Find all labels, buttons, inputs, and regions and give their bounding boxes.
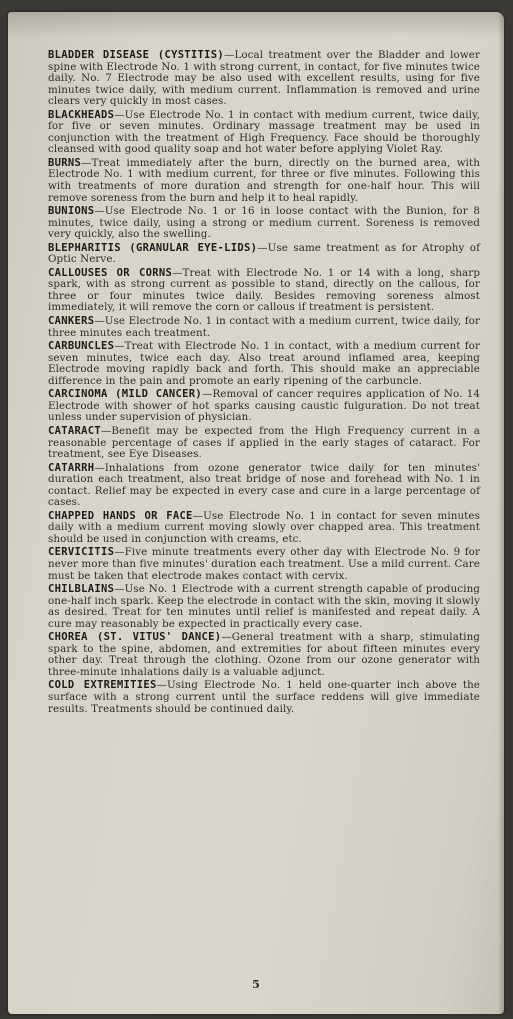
page-edge-shadow: [498, 12, 504, 1014]
entry-text: —Removal of cancer requires application of No. 14 Electrode with shower of hot sparks causing caustic fulguration. Do not treat unless under supervision of physician.: [48, 388, 480, 424]
entry-heading: CHOREA (ST. VITUS' DANCE): [48, 631, 222, 644]
entry-cataract: [48, 426, 480, 461]
page-number: 5: [252, 978, 260, 991]
entry-text: —Inhalations from ozone generator twice daily for ten minutes' duration each treatment, also treat bridge of nose and forehead with No. 1 in contact. Relief may be expected in every case and cure in a large percentage of cases.: [48, 461, 480, 509]
entry-heading: BURNS: [48, 156, 82, 169]
entry-text: —Five minute treatments every other day with Electrode No. 9 for never more than five minutes' duration each treatment. Use a mild current. Care must be taken that electrode makes contact with cervix.: [48, 546, 480, 582]
entry-text: —Local treatment over the Bladder and lower spine with Electrode No. 1 with strong current, in contact, for five minutes twice daily. No. 7 Electrode may be also used with excellent results, using for five minutes twice daily, with medium current. Inflammation is removed and urine clears very quickly in most cases.: [48, 49, 480, 108]
entry-chapped-hands: [48, 511, 480, 546]
entry-text: —Treat with Electrode No. 1 in contact, with a medium current for seven minutes, twice each day. Also treat around inflamed area, keeping Electrode moving rapidly back and forth. This should make an appreciable difference in the pain and promote an early ripening of the carbuncle.: [48, 340, 480, 387]
entry-cankers: [48, 316, 480, 339]
entry-heading: CERVICITIS: [48, 546, 115, 559]
entry-heading: BLACKHEADS: [48, 108, 115, 121]
entry-text: —Use Electrode No. 1 in contact for seven minutes daily with a medium current moving slowly over chapped area. This treatment should be used in conjunction with creams, etc.: [48, 509, 480, 545]
entry-text: —Benefit may be expected from the High Frequency current in a reasonable percentage of cases if applied in the early stages of cataract. For treatment, see Eye Diseases.: [48, 424, 480, 461]
entry-blackheads: [48, 110, 480, 156]
entry-text: —Using Electrode No. 1 held one-quarter inch above the surface with a strong current until the surface reddens will give immediate results. Treatments should be continued daily.: [48, 679, 480, 715]
entry-heading: BUNIONS: [48, 205, 95, 218]
entry-cervicitis: [48, 547, 480, 582]
entry-text: —Treat with Electrode No. 1 or 14 with a long, sharp spark, with as strong current as possible to stand, directly on the callous, for three or four minutes twice daily. Besides removing soreness almost immediately, it will remove the corn or callous if treatment is persistent.: [48, 266, 481, 314]
entry-text: —Treat immediately after the burn, directly on the burned area, with Electrode No. 1 with medium current, for three or five minutes. Following this with treatments of more duration and strength for one-half hour. This will remove soreness from the burn and help it to heal rapidly.: [48, 156, 480, 204]
entry-callouses-or-corns: [48, 268, 480, 314]
entry-bunions: [48, 206, 480, 241]
entry-text: —Use Electrode No. 1 in contact with medium current, twice daily, for five or seven minutes. Ordinary massage treatment may be used in conjunction with the treatment of High Frequency. Face should be thoroughly cleansed with good quality soap and hot water before applying Violet Ray.: [48, 108, 480, 156]
entry-heading: CHAPPED HANDS OR FACE: [48, 509, 193, 522]
entry-carcinoma: [48, 389, 480, 424]
entry-text: —Use Electrode No. 1 in contact with a medium current, twice daily, for three minutes each treatment.: [48, 315, 480, 339]
entry-bladder-disease: [48, 50, 480, 108]
entry-catarrh: [48, 463, 480, 509]
entry-heading: COLD EXTREMITIES: [48, 679, 157, 692]
entry-text: —Use same treatment as for Atrophy of Optic Nerve.: [48, 241, 480, 266]
entry-heading: BLEPHARITIS (GRANULAR EYE-LIDS): [48, 241, 258, 254]
entry-blepharitis: [48, 243, 480, 266]
entry-heading: CARCINOMA (MILD CANCER): [48, 388, 203, 401]
entry-text: —Use No. 1 Electrode with a current strength capable of producing one-half inch spark. Keep the electrode in contact with the skin, moving it slowly as desired. Treat for ten minutes until relief is manifested and repeat daily. A cure may reasonably be expected in practically every case.: [48, 583, 480, 630]
entry-heading: CANKERS: [48, 315, 95, 328]
entry-text: —General treatment with a sharp, stimulating spark to the spine, abdomen, and extremities for about fifteen minutes every other day. Treat through the clothing. Ozone from our ozone generator with three-minute inhalations daily is a valuable adjunct.: [48, 631, 480, 678]
entry-carbuncles: [48, 341, 480, 387]
entry-burns: [48, 158, 480, 204]
page-fold-shadow: [8, 12, 504, 38]
entry-chilblains: [48, 584, 480, 630]
entry-text: —Use Electrode No. 1 or 16 in loose contact with the Bunion, for 8 minutes, twice daily, using a strong or medium current. Soreness is removed very quickly, also the swelling.: [48, 205, 480, 241]
entry-heading: CHILBLAINS: [48, 583, 115, 596]
entry-heading: CATARACT: [48, 424, 101, 437]
entry-heading: BLADDER DISEASE (CYSTITIS): [48, 49, 225, 61]
page-content: [48, 50, 480, 717]
entry-cold-extremities: [48, 680, 480, 715]
book-page: [8, 12, 504, 1014]
entry-heading: CALLOUSES OR CORNS: [48, 266, 173, 279]
entry-heading: CARBUNCLES: [48, 340, 115, 353]
entry-chorea: [48, 632, 480, 678]
entry-heading: CATARRH: [48, 461, 95, 474]
